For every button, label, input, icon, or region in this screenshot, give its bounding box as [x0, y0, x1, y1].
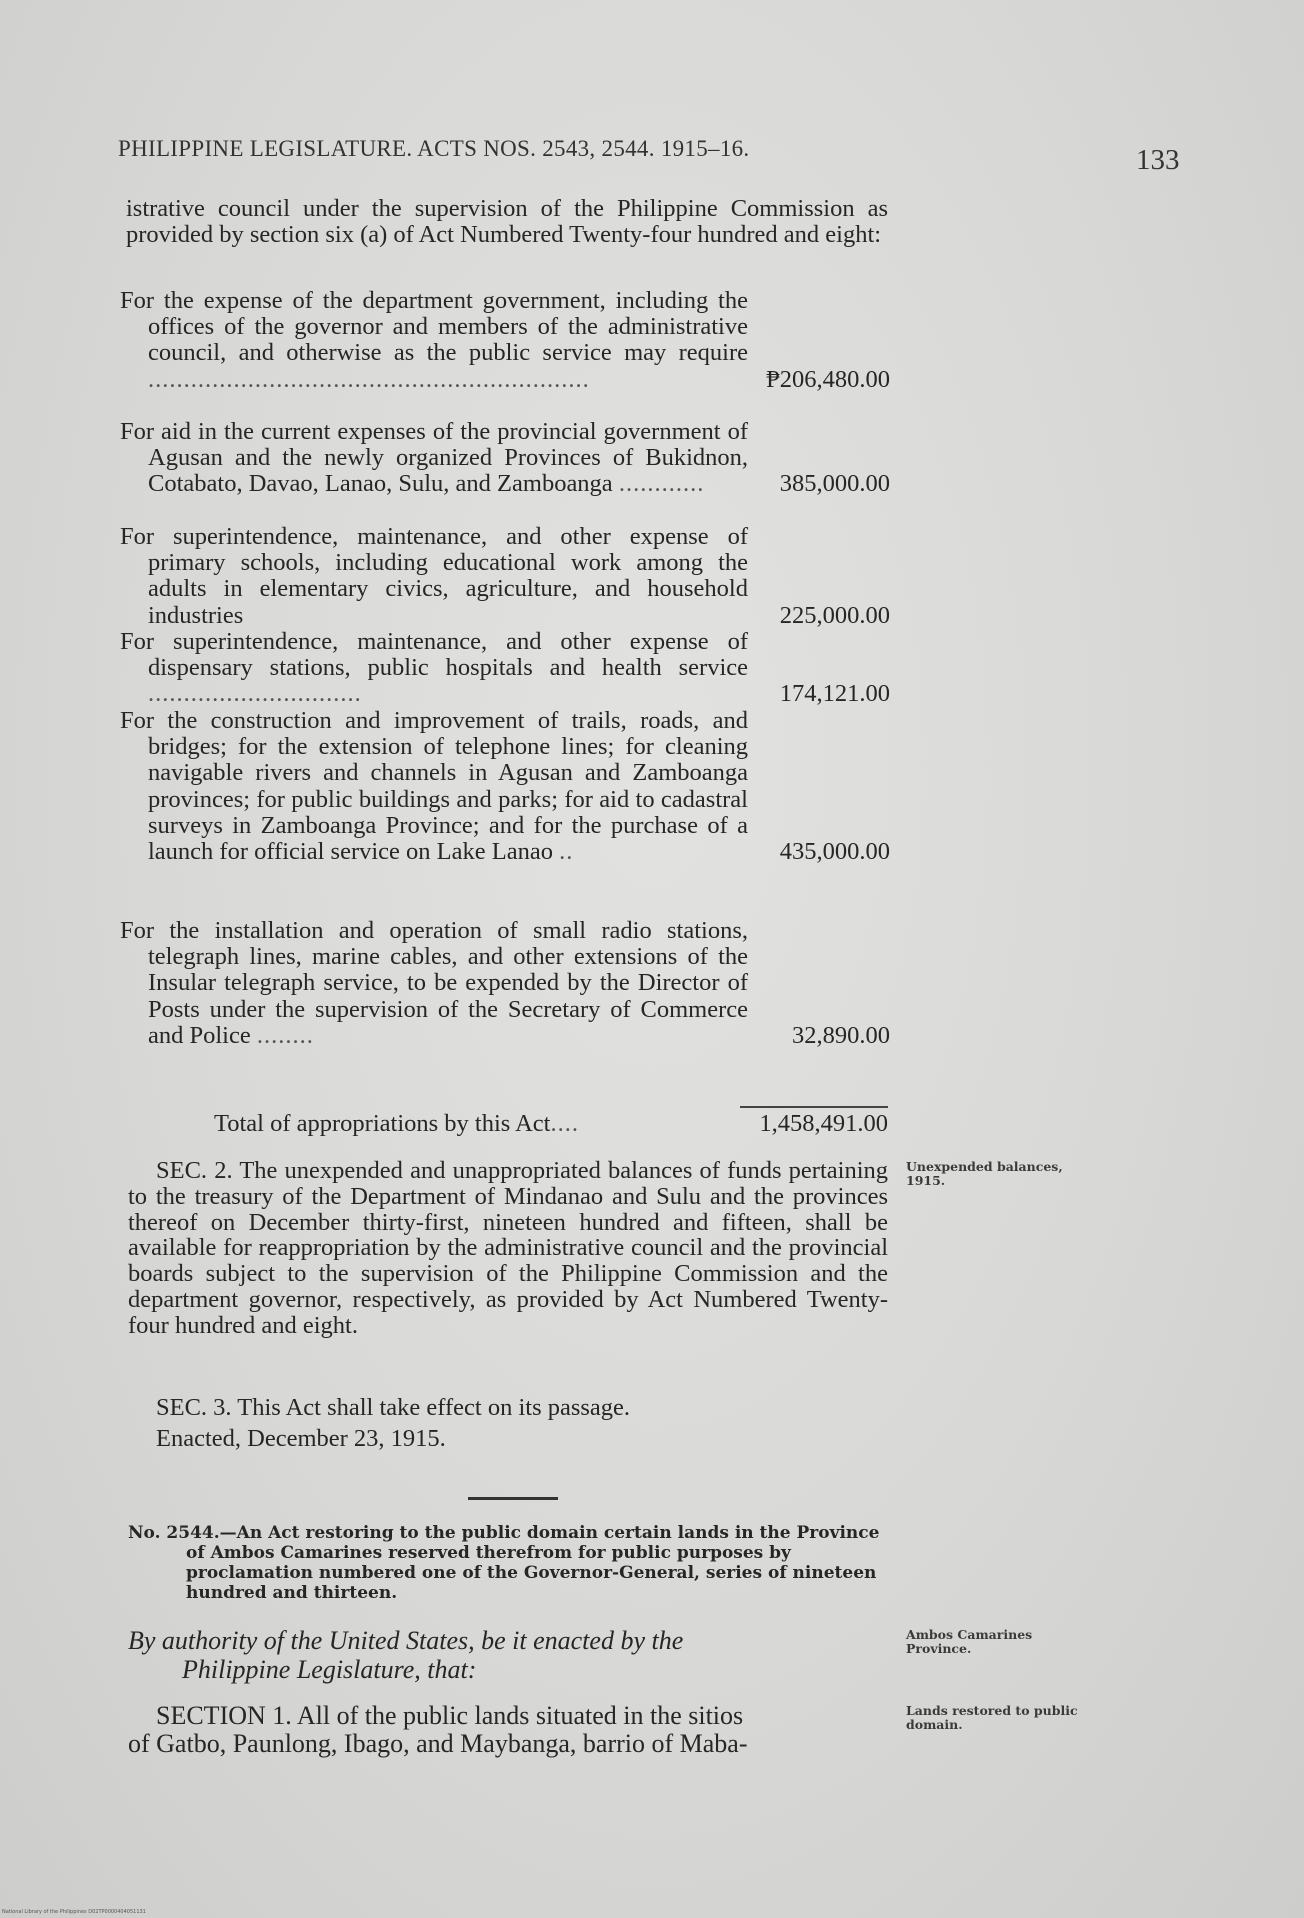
section-label: SEC. 3.: [156, 1394, 232, 1421]
leader-dots: ..............................................................: [148, 365, 590, 393]
item-text: For aid in the current expenses of the provincial government of Agusan and the newly organized Provinces of Bukidnon, Cotabato, Davao, Lanao, Sulu, and Zamboanga: [120, 418, 748, 498]
item-text: For superintendence, maintenance, and other expense of dispensary stations, public hospitals and health service: [120, 628, 748, 682]
item-text: For superintendence, maintenance, and other expense of primary schools, including educational work among the adults in elementary civics, agriculture, and household industries: [120, 523, 748, 629]
total-amount: 1,458,491.00: [759, 1110, 888, 1137]
leader-dots: ..: [559, 838, 574, 866]
appropriation-item: [120, 524, 890, 629]
separator-rule: [468, 1497, 558, 1500]
appropriation-item: [120, 708, 890, 865]
enacted-date: Enacted, December 23, 1915.: [156, 1425, 446, 1452]
item-text: For the construction and improvement of trails, roads, and bridges; for the extension of telephone lines; for cleaning navigable rivers and channels in Agusan and Zamboanga provinces; for public buildings and parks; for aid to cadastral surveys in Zamboanga Province; and for the purchase of a launch for official service on Lake Lanao: [120, 707, 748, 866]
section-1-line-2: of Gatbo, Paunlong, Ibago, and Maybanga, barrio of Maba-: [128, 1729, 748, 1758]
section-label: SECTION 1.: [156, 1701, 292, 1730]
margin-note-lands-restored: Lands restored to public domain.: [906, 1703, 1078, 1732]
item-amount: 225,000.00: [779, 601, 890, 629]
enacting-clause: [128, 1626, 890, 1684]
item-amount: 174,121.00: [779, 680, 890, 708]
item-amount: 32,890.00: [792, 1021, 890, 1049]
appropriation-item: [120, 629, 890, 708]
section-label: SEC. 2.: [156, 1157, 233, 1184]
leader-dots: ..............................: [148, 680, 362, 708]
section-text: The unexpended and unappropriated balances of funds pertaining to the treasury of the Department of Mindanao and Sulu and the provinces thereof on December thirty-first, nineteen hundred and fifteen, shall be available for reappropriation by the administrative council and the provincial boards subject to the supervision of the Philippine Commission and the department governor, respectively, as provided by Act Numbered Twenty-four hundred and eight.: [128, 1157, 889, 1339]
library-footer: National Library of the Philippines D02TP0000404051131: [2, 1909, 146, 1915]
leader-dots: ............: [618, 470, 705, 498]
item-text: For the expense of the department government, including the offices of the governor and members of the administrative council, and otherwise as the public service may require: [120, 287, 748, 367]
appropriation-item: [120, 419, 890, 498]
section-1-line-1: All of the public lands situated in the sitios: [296, 1701, 744, 1730]
appropriation-item: [120, 918, 890, 1049]
leader-dots: ........: [256, 1021, 314, 1049]
section-text: This Act shall take effect on its passage.: [237, 1394, 631, 1421]
total-label: Total of appropriations by this Act: [214, 1110, 551, 1137]
total-rule: [740, 1106, 888, 1108]
section-1: [128, 1702, 890, 1758]
margin-note-unexpended: Unexpended balances, 1915.: [906, 1159, 1063, 1188]
margin-note-ambos-camarines: Ambos Camarines Province.: [906, 1627, 1033, 1656]
enacting-line-2: Philippine Legislature, that:: [182, 1655, 477, 1684]
page-number: 133: [1136, 144, 1180, 176]
section-2: [128, 1158, 888, 1339]
leader-dots: ....: [550, 1110, 579, 1137]
item-amount: 385,000.00: [779, 470, 890, 498]
running-header: PHILIPPINE LEGISLATURE. ACTS NOS. 2543, 2544. 1915–16.: [118, 136, 750, 161]
item-amount: ₱206,480.00: [766, 365, 890, 393]
item-amount: 435,000.00: [779, 838, 890, 866]
intro-paragraph: istrative council under the supervision of the Philippine Commission as provided by section six (a) of Act Numbered Twenty-four hundred and eight:: [126, 195, 888, 248]
appropriation-item: [120, 288, 890, 393]
act-2544-title: No. 2544.—An Act restoring to the public domain certain lands in the Province of Ambos Camarines reserved therefrom for public purposes by proclamation numbered one of the Governor-General, series of nineteen hundred and thirteen.: [128, 1523, 880, 1603]
enacting-line-1: By authority of the United States, be it enacted by the: [128, 1626, 684, 1655]
section-3: [156, 1394, 886, 1422]
total-line: [214, 1110, 888, 1138]
item-text: For the installation and operation of small radio stations, telegraph lines, marine cables, and other extensions of the Insular telegraph service, to be expended by the Director of Posts under the supervision of the Secretary of Commerce and Police: [120, 917, 748, 1049]
